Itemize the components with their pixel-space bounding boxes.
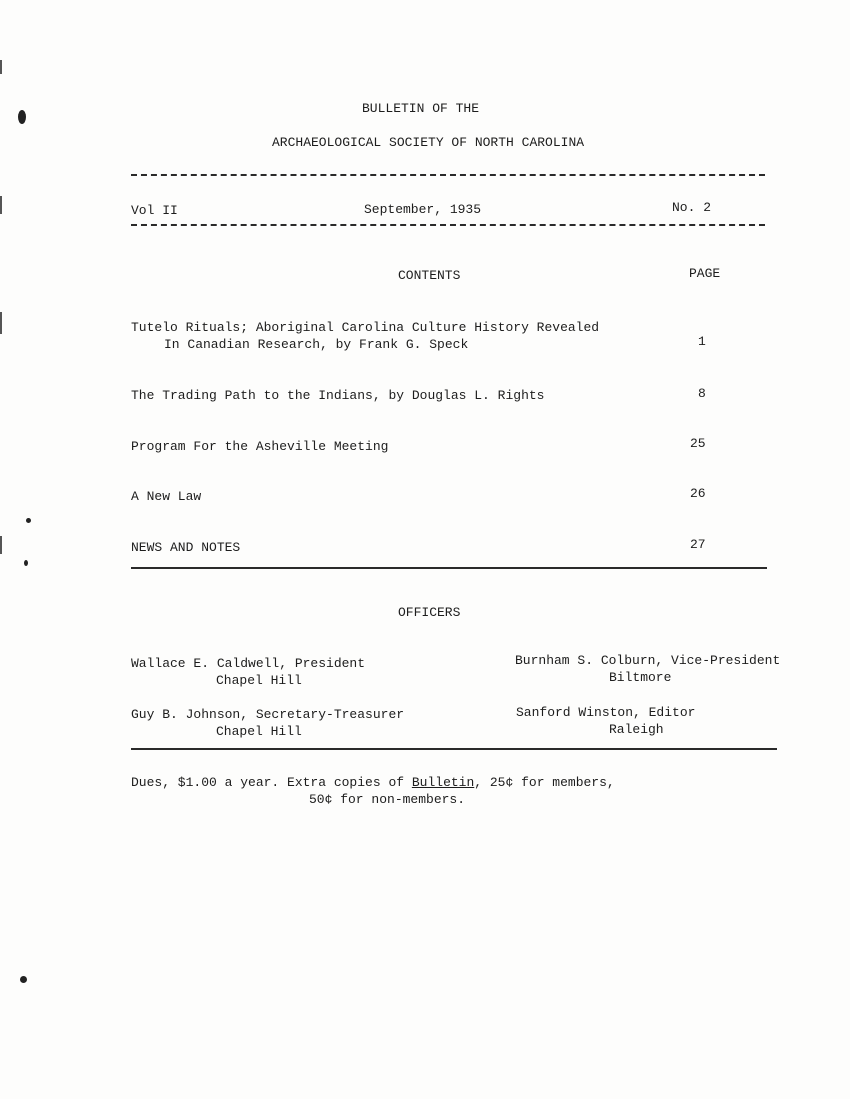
bulletin-underlined: Bulletin (411, 775, 475, 790)
officer-4-name: Sanford Winston, Editor (516, 705, 696, 720)
contents-entry-5: NEWS AND NOTES (131, 540, 241, 555)
contents-entry-2-page: 8 (698, 386, 706, 401)
dues-member-price: , 25¢ for members, (474, 775, 615, 790)
page-heading: PAGE (689, 266, 721, 281)
page-edge-mark (0, 536, 2, 554)
dues-line2: 50¢ for non-members. (309, 792, 466, 807)
ink-speck (24, 560, 28, 566)
ink-speck (26, 518, 31, 523)
bulletin-title: BULLETIN OF THE (362, 101, 480, 116)
contents-entry-1-page: 1 (698, 334, 706, 349)
officer-1-name: Wallace E. Caldwell, President (131, 656, 366, 671)
officer-1-place: Chapel Hill (216, 673, 302, 688)
solid-rule (131, 748, 777, 750)
contents-entry-1-line1: Tutelo Rituals; Aboriginal Carolina Culture History Revealed (131, 320, 600, 335)
volume-label: Vol II (131, 203, 178, 218)
officer-2-place: Biltmore (609, 670, 672, 685)
contents-entry-5-page: 27 (690, 537, 706, 552)
officers-heading: OFFICERS (398, 605, 461, 620)
contents-entry-4: A New Law (131, 489, 202, 504)
contents-entry-3-page: 25 (690, 436, 706, 451)
issue-number: No. 2 (672, 200, 712, 215)
ink-speck (18, 110, 26, 124)
officer-2-name: Burnham S. Colburn, Vice-President (515, 653, 781, 668)
dashed-rule (131, 224, 765, 226)
page-edge-mark (0, 196, 2, 214)
page-edge-mark (0, 312, 2, 334)
dues-line1 (131, 775, 615, 791)
dashed-rule (131, 174, 765, 176)
contents-entry-1-line2: In Canadian Research, by Frank G. Speck (164, 337, 469, 352)
contents-entry-2: The Trading Path to the Indians, by Douglas L. Rights (131, 388, 545, 403)
society-name: ARCHAEOLOGICAL SOCIETY OF NORTH CAROLINA (272, 135, 585, 150)
issue-date: September, 1935 (364, 202, 482, 217)
contents-heading: CONTENTS (398, 268, 461, 283)
contents-entry-4-page: 26 (690, 486, 706, 501)
officer-3-name: Guy B. Johnson, Secretary-Treasurer (131, 707, 405, 722)
solid-rule (131, 567, 767, 569)
ink-speck (20, 976, 27, 983)
page-edge-mark (0, 60, 2, 74)
officer-4-place: Raleigh (609, 722, 664, 737)
officer-3-place: Chapel Hill (216, 724, 302, 739)
dues-text: Dues, $1.00 a year. Extra copies of (131, 775, 412, 790)
contents-entry-3: Program For the Asheville Meeting (131, 439, 389, 454)
